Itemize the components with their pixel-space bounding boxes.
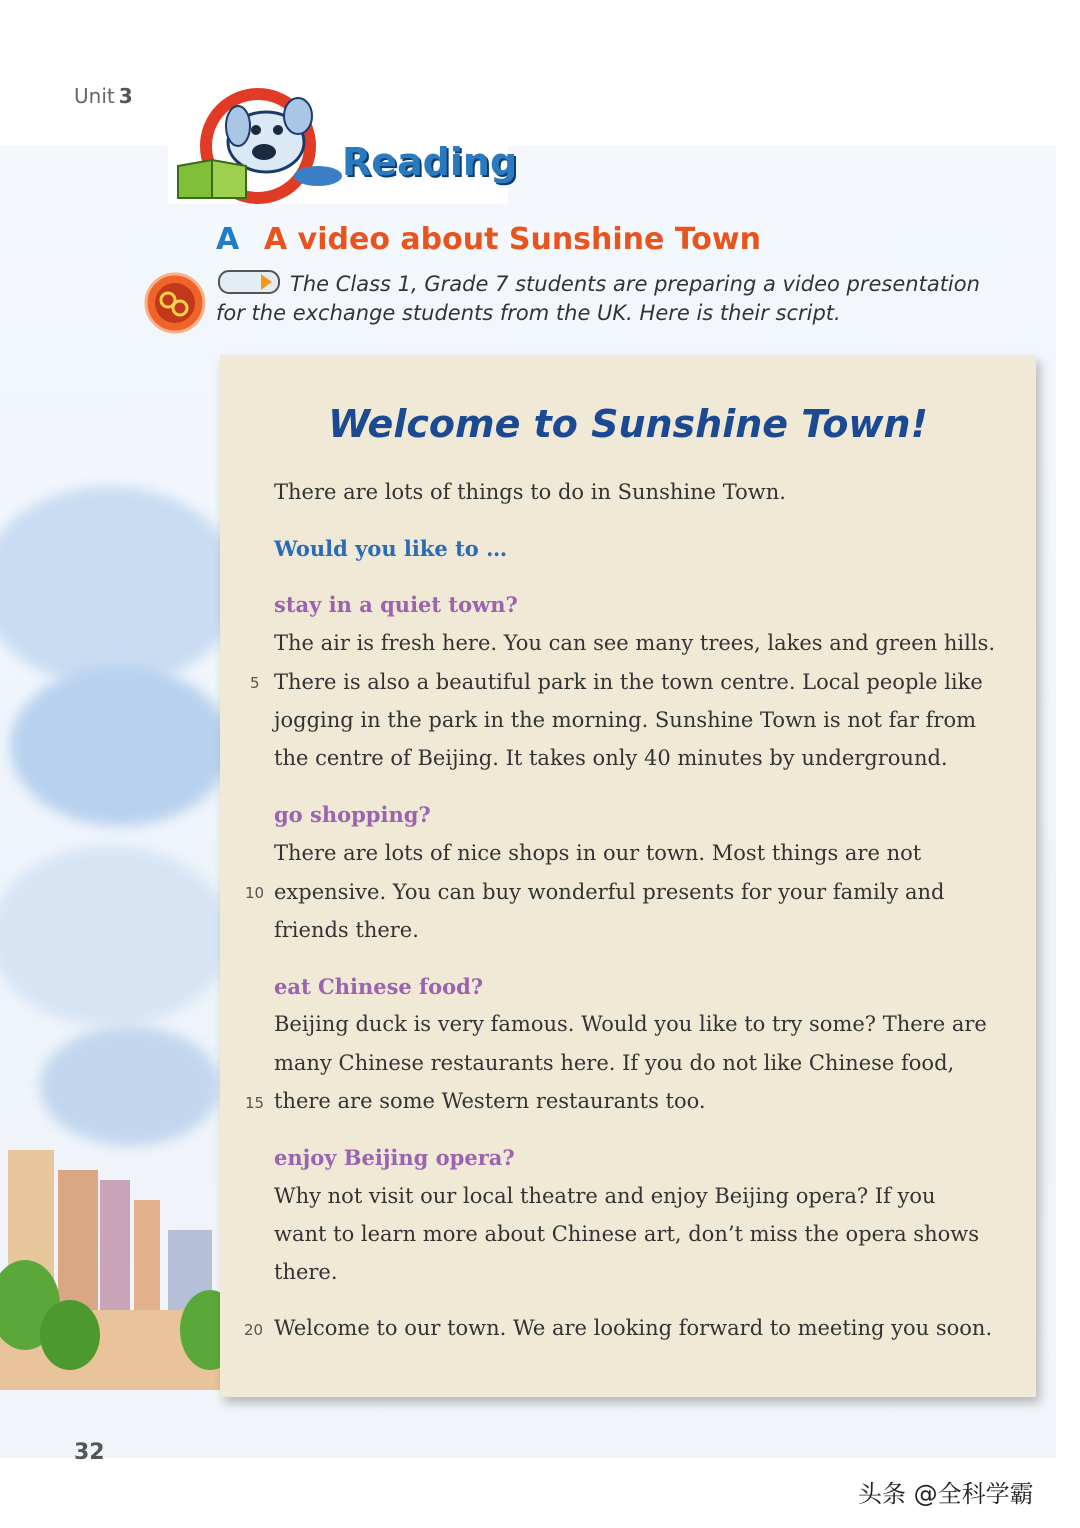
section-heading: stay in a quiet town? — [274, 592, 518, 617]
script-closing: Welcome to our town. We are looking forward to meeting you soon. — [274, 1316, 993, 1340]
line-number: 15 — [245, 1094, 265, 1112]
script-line: There is also a beautiful park in the town centre. Local people like — [274, 670, 983, 694]
watermark: 头条 @全科学霸 — [858, 1480, 1034, 1508]
page-number: 32 — [74, 1440, 105, 1465]
reading-title: Reading — [342, 140, 518, 184]
cloud — [0, 846, 230, 1026]
script-line: There are lots of nice shops in our town. Most things are not — [274, 841, 922, 865]
script-line: there. — [274, 1260, 338, 1284]
book-icon — [174, 152, 254, 202]
play-toggle-icon[interactable] — [218, 270, 280, 294]
script-opening: There are lots of things to do in Sunshine Town. — [274, 480, 786, 504]
script-line: expensive. You can buy wonderful presents for your family and — [274, 880, 945, 904]
intro-text: The Class 1, Grade 7 students are preparing a video presentation for the exchange students from the UK. Here is their script. — [216, 272, 980, 325]
unit-label: Unit 3 — [74, 84, 133, 108]
script-line: Beijing duck is very famous. Would you like to try some? There are — [274, 1012, 987, 1036]
line-number: 10 — [245, 884, 265, 902]
section-letter: A — [216, 222, 240, 257]
cloud — [0, 486, 240, 686]
line-number: 5 — [250, 674, 260, 692]
section-title: A video about Sunshine Town — [264, 222, 761, 257]
script-line: want to learn more about Chinese art, don’t miss the opera shows — [274, 1222, 979, 1246]
cloud — [10, 666, 230, 826]
audio-icon[interactable] — [144, 272, 206, 334]
section-heading: go shopping? — [274, 802, 431, 827]
line-number: 20 — [244, 1321, 264, 1339]
section-heading: eat Chinese food? — [274, 974, 484, 999]
script-prompt: Would you like to … — [274, 536, 508, 561]
script-line: many Chinese restaurants here. If you do not like Chinese food, — [274, 1051, 955, 1075]
script-line: The air is fresh here. You can see many trees, lakes and green hills. — [274, 631, 996, 655]
cloud — [40, 1026, 220, 1146]
script-line: jogging in the park in the morning. Sunshine Town is not far from — [274, 708, 977, 732]
script-title: Welcome to Sunshine Town! — [328, 402, 928, 446]
section-intro — [216, 270, 996, 328]
script-line: there are some Western restaurants too. — [274, 1089, 706, 1113]
script-line: friends there. — [274, 918, 419, 942]
section-heading: enjoy Beijing opera? — [274, 1145, 515, 1170]
script-line: Why not visit our local theatre and enjoy Beijing opera? If you — [274, 1184, 936, 1208]
script-line: the centre of Beijing. It takes only 40 minutes by underground. — [274, 746, 948, 770]
